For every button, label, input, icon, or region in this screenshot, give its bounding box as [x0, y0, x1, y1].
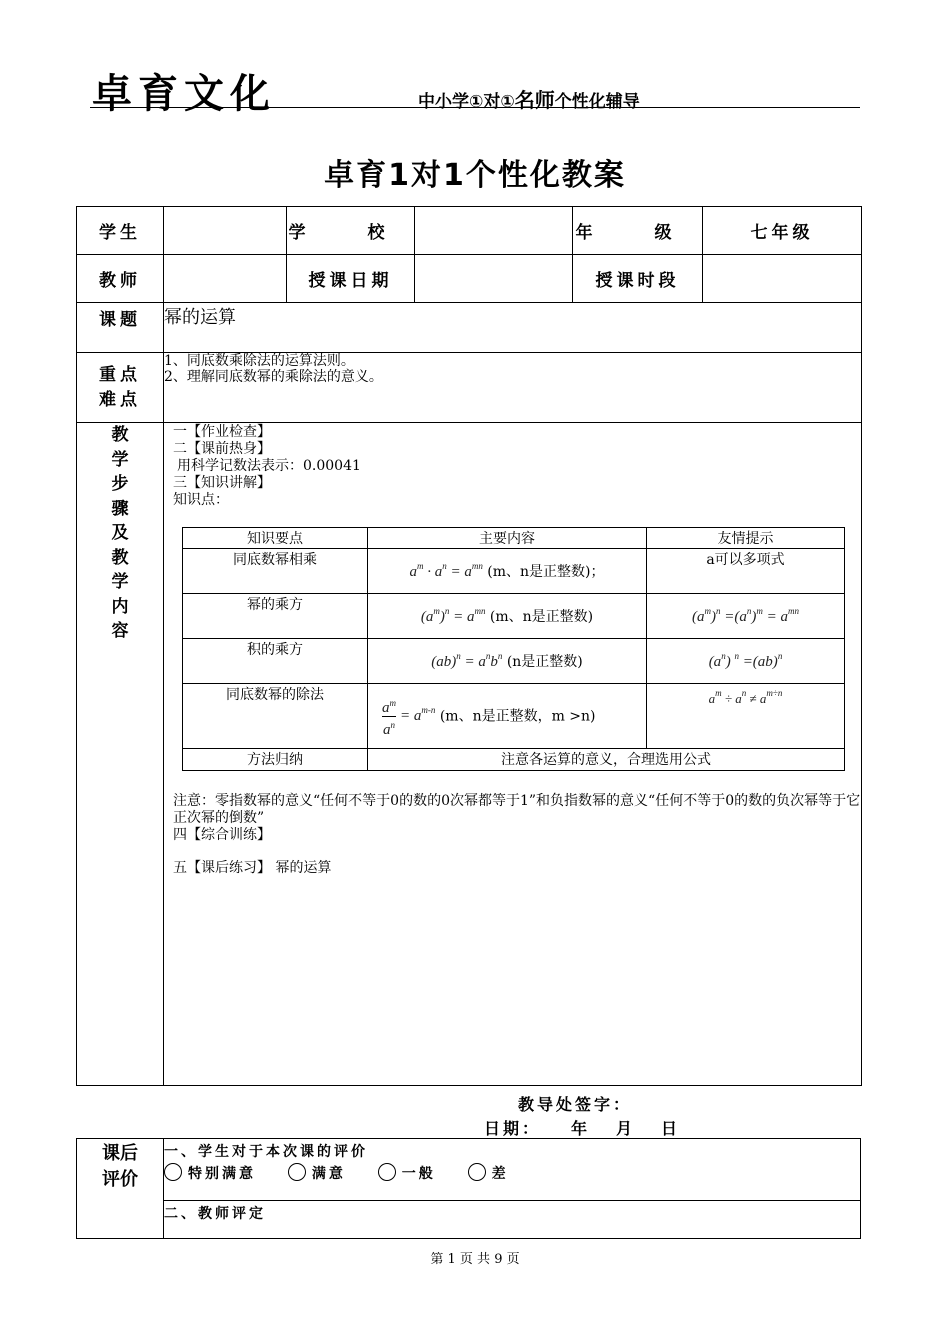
date-month: 月 [616, 1119, 636, 1138]
label-char: 教 [111, 425, 129, 445]
formula-condition: (m、n是正整数)； [487, 564, 605, 580]
knowledge-topic: 同底数幂的除法 [183, 684, 368, 749]
teacher-label: 教师 [77, 255, 164, 303]
label-char: 学 [111, 572, 129, 592]
knowledge-content [368, 639, 647, 684]
knowledge-topic: 幂的乘方 [183, 594, 368, 639]
knowledge-content [368, 549, 647, 594]
rating-option-poor[interactable] [468, 1163, 509, 1183]
signature-date [484, 1116, 680, 1139]
rating-options [164, 1163, 860, 1183]
radio-circle-icon[interactable] [378, 1163, 396, 1181]
rating-option-satisfied[interactable] [288, 1163, 346, 1183]
lesson-plan-table [76, 206, 862, 1086]
label-char: 内 [111, 596, 129, 617]
lesson-period-label: 授课时段 [573, 255, 703, 303]
grade-label: 年 级 [573, 207, 703, 255]
teacher-evaluation: 二、教师评定 [164, 1201, 861, 1239]
rating-option-very-satisfied[interactable] [164, 1163, 256, 1183]
formula-divide: = $a^{m-n}$ [400, 705, 436, 724]
formula-fraction: $\frac{a^m}{a^n}$ [382, 697, 396, 738]
formula-multiply: $a^m \cdot a^n = a^{mn}$ [409, 561, 483, 580]
formula-product-power: $(ab)^n = a^nb^n$ [431, 651, 503, 670]
key-label-line1: 重点 [99, 364, 141, 385]
step-line: 一【作业检查】 [173, 424, 271, 440]
knowledge-topic: 积的乘方 [183, 639, 368, 684]
brand-logo-text: 卓育文化 [92, 71, 276, 117]
rating-option-label: 一般 [401, 1166, 436, 1182]
hint-formula-product: $(a^n)$ $^n$ =(ab)$^n$ [708, 651, 783, 670]
steps-lines [164, 423, 861, 509]
note-text: 注意：零指数幂的意义“任何不等于0的数的0次幂都等于1”和负指数幂的意义“任何不等于0的数的负次幂等于它正次幂的倒数” [173, 793, 861, 826]
student-evaluation [164, 1139, 861, 1201]
eval-label-line1: 课后 [102, 1143, 138, 1164]
radio-circle-icon[interactable] [468, 1163, 486, 1181]
radio-circle-icon[interactable] [288, 1163, 306, 1181]
rating-option-label: 特别满意 [188, 1166, 256, 1182]
slogan-part2: 名师 [514, 88, 555, 112]
step-line: 用科学记数法表示：0.00041 [177, 458, 361, 474]
knowledge-header: 友情提示 [647, 528, 845, 549]
knowledge-topic: 同底数幂相乘 [183, 549, 368, 594]
rating-option-label: 满意 [311, 1166, 346, 1182]
label-char: 骤 [111, 498, 129, 519]
hint-formula-divide: $a^m \div a^n \ne a^{m\div n}$ [708, 688, 783, 706]
topic-value[interactable]: 幂的运算 [164, 303, 862, 353]
student-value[interactable] [164, 207, 287, 255]
step-line: 知识点： [173, 492, 229, 508]
knowledge-hint [647, 639, 845, 684]
date-label: 日期： [484, 1119, 542, 1138]
knowledge-hint [647, 684, 845, 749]
knowledge-table [182, 527, 845, 771]
evaluation-table [76, 1138, 861, 1239]
date-year: 年 [571, 1119, 591, 1138]
rating-option-label: 差 [491, 1166, 509, 1182]
knowledge-content [368, 684, 647, 749]
step-line: 三【知识讲解】 [173, 475, 271, 491]
formula-condition: (n是正整数) [506, 654, 583, 670]
formula-power: $(a^m)^n = a^{mn}$ [420, 606, 486, 625]
header-slogan [418, 84, 640, 113]
section-practice: 四【综合训练】 [173, 827, 271, 843]
knowledge-hint [647, 594, 845, 639]
page-footer: 第 1 页 共 9 页 [430, 1252, 520, 1267]
knowledge-header: 知识要点 [183, 528, 368, 549]
student-eval-title: 一、学生对于本次课的评价 [164, 1144, 368, 1160]
grade-value[interactable]: 七年级 [703, 207, 862, 255]
lesson-period-value[interactable] [703, 255, 862, 303]
label-char: 学 [111, 449, 129, 470]
key-point: 2、理解同底数幂的乘除法的意义。 [164, 369, 383, 385]
key-label-line2: 难点 [99, 389, 141, 410]
rating-option-average[interactable] [378, 1163, 436, 1183]
lesson-date-value[interactable] [415, 255, 573, 303]
label-char: 及 [111, 523, 129, 543]
label-char: 容 [111, 621, 129, 641]
label-char: 步 [111, 474, 129, 494]
teacher-value[interactable] [164, 255, 287, 303]
knowledge-hint: a可以多项式 [647, 549, 845, 594]
knowledge-header: 主要内容 [368, 528, 647, 549]
notes-block [173, 793, 863, 877]
teaching-content [164, 423, 862, 1086]
eval-label-line2: 评价 [102, 1169, 138, 1190]
hint-formula-power: $(a^m)^n =(a^n)^m = a^{mn}$ [692, 606, 799, 625]
step-line: 二【课前热身】 [173, 441, 271, 457]
signature-label: 教导处签字： [518, 1095, 633, 1114]
slogan-part3: 个性化辅导 [554, 92, 640, 112]
date-day: 日 [661, 1119, 681, 1138]
section-homework: 五【课后练习】 幂的运算 [173, 860, 332, 876]
lesson-date-label: 授课日期 [287, 255, 415, 303]
method-label: 方法归纳 [183, 749, 368, 771]
radio-circle-icon[interactable] [164, 1163, 182, 1181]
key-points [164, 353, 862, 423]
evaluation-label [77, 1139, 164, 1239]
teaching-steps-label [77, 423, 164, 1086]
school-label: 学 校 [287, 207, 415, 255]
formula-condition: (m、n是正整数，m >n) [439, 708, 596, 724]
document-title: 卓育1对1个性化教案 [324, 158, 626, 193]
header-divider [90, 107, 860, 108]
knowledge-content [368, 594, 647, 639]
student-label: 学生 [77, 207, 164, 255]
key-point: 1、同底数乘除法的运算法则。 [164, 353, 355, 369]
method-text: 注意各运算的意义，合理选用公式 [368, 749, 845, 771]
topic-label: 课题 [77, 303, 164, 353]
formula-condition: (m、n是正整数) [489, 609, 594, 625]
school-value[interactable] [415, 207, 573, 255]
slogan-part1: 中小学①对① [418, 92, 515, 112]
label-char: 教 [111, 547, 129, 568]
key-points-label [77, 353, 164, 423]
